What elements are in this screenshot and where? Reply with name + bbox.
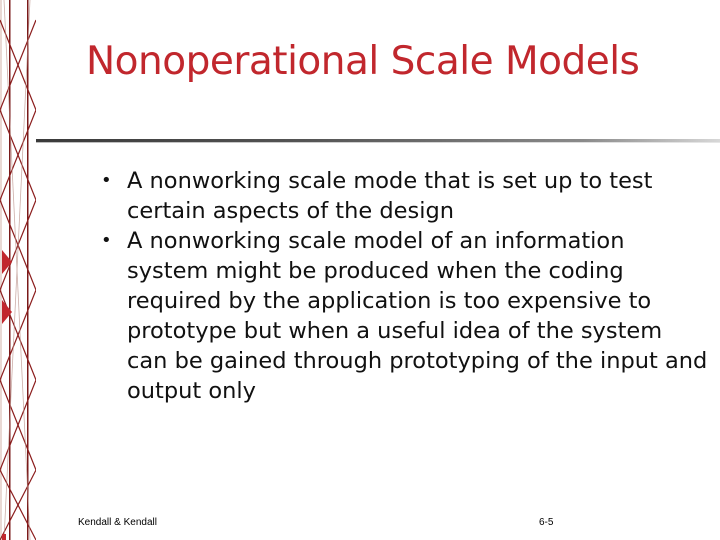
slide-title: Nonoperational Scale Models bbox=[86, 39, 640, 84]
footer-slide-number: 6-5 bbox=[539, 517, 554, 528]
bullet-text: A nonworking scale mode that is set up to test certain aspects of the design bbox=[127, 168, 653, 224]
bullet-text: A nonworking scale model of an information system might be produced when the coding required by the application is too expensive to prototype but when a useful idea of the system can be gained through prototyping of the input and output only bbox=[127, 228, 708, 404]
bullet-item bbox=[98, 226, 708, 406]
bullet-dot-icon: • bbox=[101, 230, 112, 251]
bullet-item bbox=[98, 166, 708, 226]
left-decorative-border bbox=[0, 0, 36, 540]
bullet-dot-icon: • bbox=[101, 170, 112, 191]
footer-author: Kendall & Kendall bbox=[78, 517, 157, 528]
bullet-list bbox=[98, 166, 708, 406]
title-divider-shadow bbox=[36, 142, 720, 143]
